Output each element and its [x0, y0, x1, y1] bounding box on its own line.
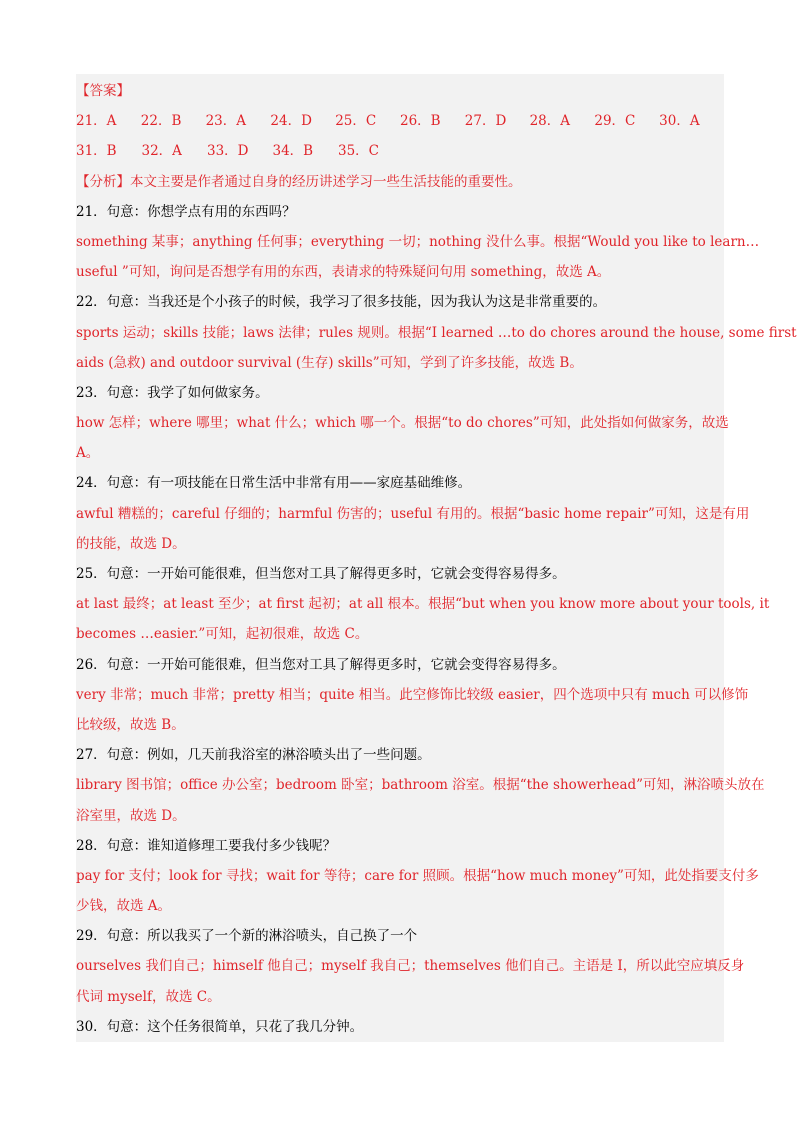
answer-item: 33．D: [207, 143, 249, 160]
explanation-line: at last 最终；at least 至少；at first 起初；at all 根本。根据“but when you know more about your tools, it: [76, 596, 770, 613]
explanation-line: library 图书馆；office 办公室；bedroom 卧室；bathroom 浴室。根据“the showerhead”可知，淋浴喷头放在: [76, 777, 765, 794]
explanation-line: very 非常；much 非常；pretty 相当；quite 相当。此空修饰比较级 easier，四个选项中只有 much 可以修饰: [76, 686, 749, 703]
answer-item: 27．D: [464, 113, 507, 130]
explanation-line: sports 运动；skills 技能；laws 法律；rules 规则。根据“I learned …to do chores around the house, some first: [76, 324, 797, 341]
answer-item: 29．C: [594, 113, 636, 130]
explanation-line: something 某事；anything 任何事；everything 一切；nothing 没什么事。根据“Would you like to learn…: [76, 233, 760, 250]
answer-item: 30．A: [659, 113, 700, 130]
question-translation-line: 30．句意：这个任务很简单，只花了我几分钟。: [76, 1018, 364, 1035]
explanation-line: awful 糟糕的；careful 仔细的；harmful 伤害的；useful 有用的。根据“basic home repair”可知，这是有用: [76, 505, 750, 522]
question-translation-line: 21．句意：你想学点有用的东西吗？: [76, 203, 296, 220]
explanation-line: useful ”可知，询问是否想学有用的东西，表请求的特殊疑问句用 something，故选 A。: [76, 264, 611, 281]
question-translation-line: 24．句意：有一项技能在日常生活中非常有用——家庭基础维修。: [76, 475, 472, 492]
answer-section: [76, 74, 797, 1042]
question-translation-line: 25．句意：一开始可能很难，但当您对工具了解得更多时，它就会变得容易得多。: [76, 566, 566, 582]
explanation-line: becomes …easier.”可知，起初很难，故选 C。: [76, 626, 369, 643]
analysis-summary: 【分析】本文主要是作者通过自身的经历讲述学习一些生活技能的重要性。: [76, 173, 522, 190]
explanation-line: 比较级，故选 B。: [76, 716, 185, 733]
explanation-line: A。: [76, 445, 100, 462]
explanation-line: 浴室里，故选 D。: [76, 807, 186, 824]
explanation-list: [76, 197, 797, 1042]
answer-item: 23．A: [205, 113, 247, 130]
explanation-line: ourselves 我们自己；himself 他自己；myself 我自己；themselves 他们自己。主语是 I，所以此空应填反身: [76, 958, 745, 975]
explanation-line: how 怎样；where 哪里；what 什么；which 哪一个。根据“to do chores”可知，此处指如何做家务，故选: [76, 415, 729, 432]
question-translation-line: 23．句意：我学了如何做家务。: [76, 384, 269, 401]
explanation-line: 少钱，故选 A。: [76, 898, 172, 915]
question-translation-line: 26．句意：一开始可能很难，但当您对工具了解得更多时，它就会变得容易得多。: [76, 656, 566, 673]
question-translation-line: 28．句意：谁知道修理工要我付多少钱呢？: [76, 837, 337, 854]
answer-item: 32．A: [141, 143, 182, 160]
answer-row-2: [76, 136, 724, 166]
answer-item: 25．C: [335, 113, 377, 130]
answer-item: 24．D: [270, 113, 312, 130]
explanation-line: 的技能，故选 D。: [76, 535, 186, 552]
answer-header: 【答案】: [76, 83, 130, 99]
answer-item: 21．A: [76, 113, 117, 130]
question-translation-line: 27．句意：例如，几天前我浴室的淋浴喷头出了一些问题。: [76, 747, 431, 764]
answer-item: 28．A: [529, 113, 571, 130]
answer-item: 35．C: [338, 143, 380, 160]
answer-item: 31．B: [76, 143, 117, 160]
question-translation-line: 22．句意：当我还是个小孩子的时候，我学习了很多技能，因为我认为这是非常重要的。: [76, 294, 607, 311]
explanation-line: aids (急救) and outdoor survival (生存) skills”可知，学到了许多技能，故选 B。: [76, 354, 583, 371]
answer-item: 22．B: [140, 113, 182, 130]
answer-item: 26．B: [399, 113, 441, 130]
explanation-line: pay for 支付；look for 寻找；wait for 等待；care for 照顾。根据“how much money”可知，此处指要支付多: [76, 867, 759, 884]
answer-item: 34．B: [272, 143, 314, 160]
question-translation-line: 29．句意：所以我买了一个新的淋浴喷头，自己换了一个: [76, 928, 418, 945]
explanation-line: 代词 myself，故选 C。: [76, 988, 221, 1005]
answer-row-1: [76, 106, 724, 136]
